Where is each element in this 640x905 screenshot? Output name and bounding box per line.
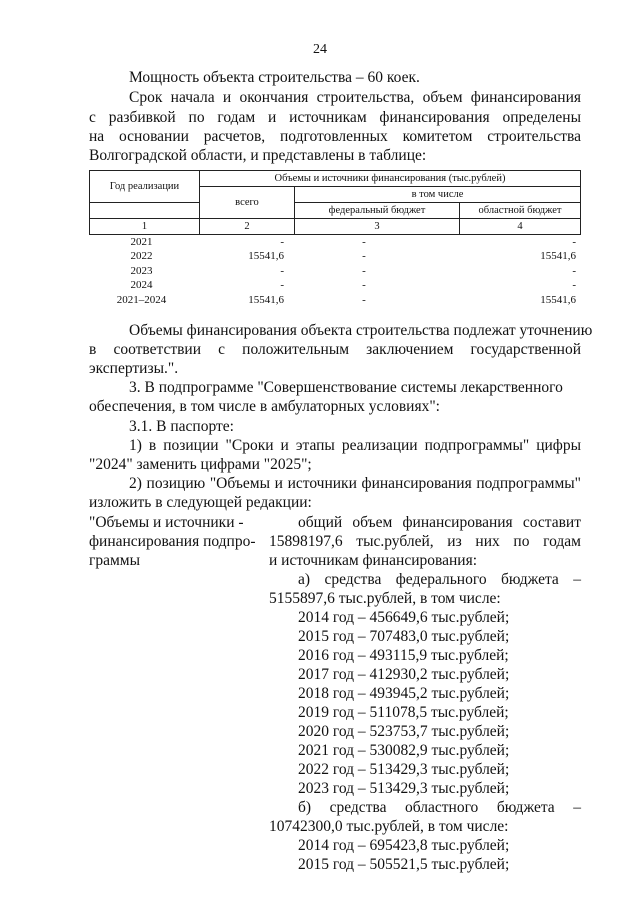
year-line: 2014 год – 456649,6 тыс.рублей; bbox=[298, 609, 510, 626]
cell-year: 2021 bbox=[130, 236, 153, 248]
body-line-9: 2) позицию "Объемы и источники финансирования подпрограммы" bbox=[129, 475, 581, 492]
cell-total: 15541,6 bbox=[248, 250, 284, 263]
body-line-2: в соответствии с положительным заключением государственной bbox=[89, 341, 581, 358]
cell-regional: 15541,6 bbox=[540, 293, 576, 306]
cell-total: - bbox=[280, 236, 284, 248]
cell-total: - bbox=[280, 279, 284, 292]
cell-year: 2023 bbox=[130, 264, 153, 277]
cell-federal: - bbox=[362, 236, 366, 248]
cell-regional: - bbox=[572, 279, 576, 292]
table-row bbox=[89, 235, 581, 249]
year-line: 2016 год – 493115,9 тыс.рублей; bbox=[298, 647, 509, 664]
table-row bbox=[89, 278, 581, 292]
year-line: 2014 год – 695423,8 тыс.рублей; bbox=[298, 837, 510, 854]
body-line-6: 3.1. В паспорте: bbox=[129, 418, 234, 435]
cell-federal: - bbox=[362, 293, 366, 306]
body-line-8: "2024" заменить цифрами "2025"; bbox=[89, 456, 312, 473]
header-including: в том числе bbox=[295, 187, 581, 203]
value-line: и источникам финансирования: bbox=[269, 552, 478, 569]
year-line: 2020 год – 523753,7 тыс.рублей; bbox=[298, 723, 510, 740]
passport-label-line: граммы bbox=[89, 552, 141, 569]
col-number-4: 4 bbox=[460, 219, 581, 235]
header-regional: областной бюджет bbox=[460, 203, 581, 219]
col-number-2: 2 bbox=[200, 219, 295, 235]
year-line: 2018 год – 493945,2 тыс.рублей; bbox=[298, 685, 510, 702]
body-line-10: изложить в следующей редакции: bbox=[89, 494, 312, 511]
table-row bbox=[89, 249, 581, 263]
year-line: 2019 год – 511078,5 тыс.рублей; bbox=[298, 704, 509, 721]
table-row bbox=[89, 264, 581, 278]
intro-line-2: Срок начала и окончания строительства, объем финансирования bbox=[129, 89, 581, 106]
header-federal: федеральный бюджет bbox=[295, 203, 460, 219]
header-year-cont bbox=[90, 203, 200, 219]
value-line: 10742300,0 тыс.рублей, в том числе: bbox=[269, 818, 509, 835]
col-number-3: 3 bbox=[295, 219, 460, 235]
passport-label-line: "Объемы и источники - bbox=[89, 514, 244, 531]
value-line: б) средства областного бюджета – bbox=[298, 799, 581, 816]
header-total: всего bbox=[200, 187, 295, 219]
intro-line-5: Волгоградской области, и представлены в таблице: bbox=[89, 147, 427, 164]
body-line-3: экспертизы.". bbox=[89, 360, 179, 377]
body-line-4: 3. В подпрограмме "Совершенствование системы лекарственного bbox=[129, 379, 563, 396]
cell-year: 2022 bbox=[130, 250, 153, 263]
year-line: 2017 год – 412930,2 тыс.рублей; bbox=[298, 666, 510, 683]
value-line: 5155897,6 тыс.рублей, в том числе: bbox=[269, 590, 501, 607]
year-line: 2022 год – 513429,3 тыс.рублей; bbox=[298, 761, 510, 778]
value-line: а) средства федерального бюджета – bbox=[298, 571, 581, 588]
table-row bbox=[89, 293, 581, 307]
page-number: 24 bbox=[313, 42, 327, 57]
cell-regional: - bbox=[572, 236, 576, 248]
cell-federal: - bbox=[362, 250, 366, 263]
body-line-1: Объемы финансирования объекта строительства подлежат уточнению bbox=[129, 322, 593, 339]
intro-line-1: Мощность объекта строительства – 60 коек. bbox=[129, 69, 420, 86]
body-line-5: обеспечения, в том числе в амбулаторных условиях": bbox=[89, 398, 440, 415]
cell-total: - bbox=[280, 264, 284, 277]
passport-value bbox=[269, 513, 581, 874]
passport-label-line: финансирования подпро- bbox=[89, 533, 256, 550]
header-sources: Объемы и источники финансирования (тыс.рублей) bbox=[200, 171, 581, 187]
cell-federal: - bbox=[362, 264, 366, 277]
cell-regional: 15541,6 bbox=[540, 250, 576, 263]
body-line-7: 1) в позиции "Сроки и этапы реализации подпрограммы" цифры bbox=[129, 437, 581, 454]
cell-year: 2021–2024 bbox=[116, 293, 167, 306]
value-line: общий объем финансирования составит bbox=[298, 514, 581, 531]
intro-line-3: с разбивкой по годам и источникам финансирования определены bbox=[89, 109, 581, 126]
cell-federal: - bbox=[362, 279, 366, 292]
cell-year: 2024 bbox=[130, 279, 153, 292]
year-line: 2021 год – 530082,9 тыс.рублей; bbox=[298, 742, 510, 759]
intro-line-4: на основании расчетов, подготовленных комитетом строительства bbox=[89, 128, 581, 145]
table-body bbox=[89, 235, 581, 307]
financing-table bbox=[89, 170, 581, 235]
header-year: Год реализации bbox=[90, 171, 200, 203]
year-line: 2023 год – 513429,3 тыс.рублей; bbox=[298, 780, 510, 797]
year-line: 2015 год – 707483,0 тыс.рублей; bbox=[298, 628, 510, 645]
cell-regional: - bbox=[572, 264, 576, 277]
year-line: 2015 год – 505521,5 тыс.рублей; bbox=[298, 856, 510, 873]
passport-label bbox=[89, 513, 264, 570]
col-number-1: 1 bbox=[90, 219, 200, 235]
cell-total: 15541,6 bbox=[248, 293, 284, 306]
value-line: 15898197,6 тыс.рублей, из них по годам bbox=[269, 533, 581, 550]
